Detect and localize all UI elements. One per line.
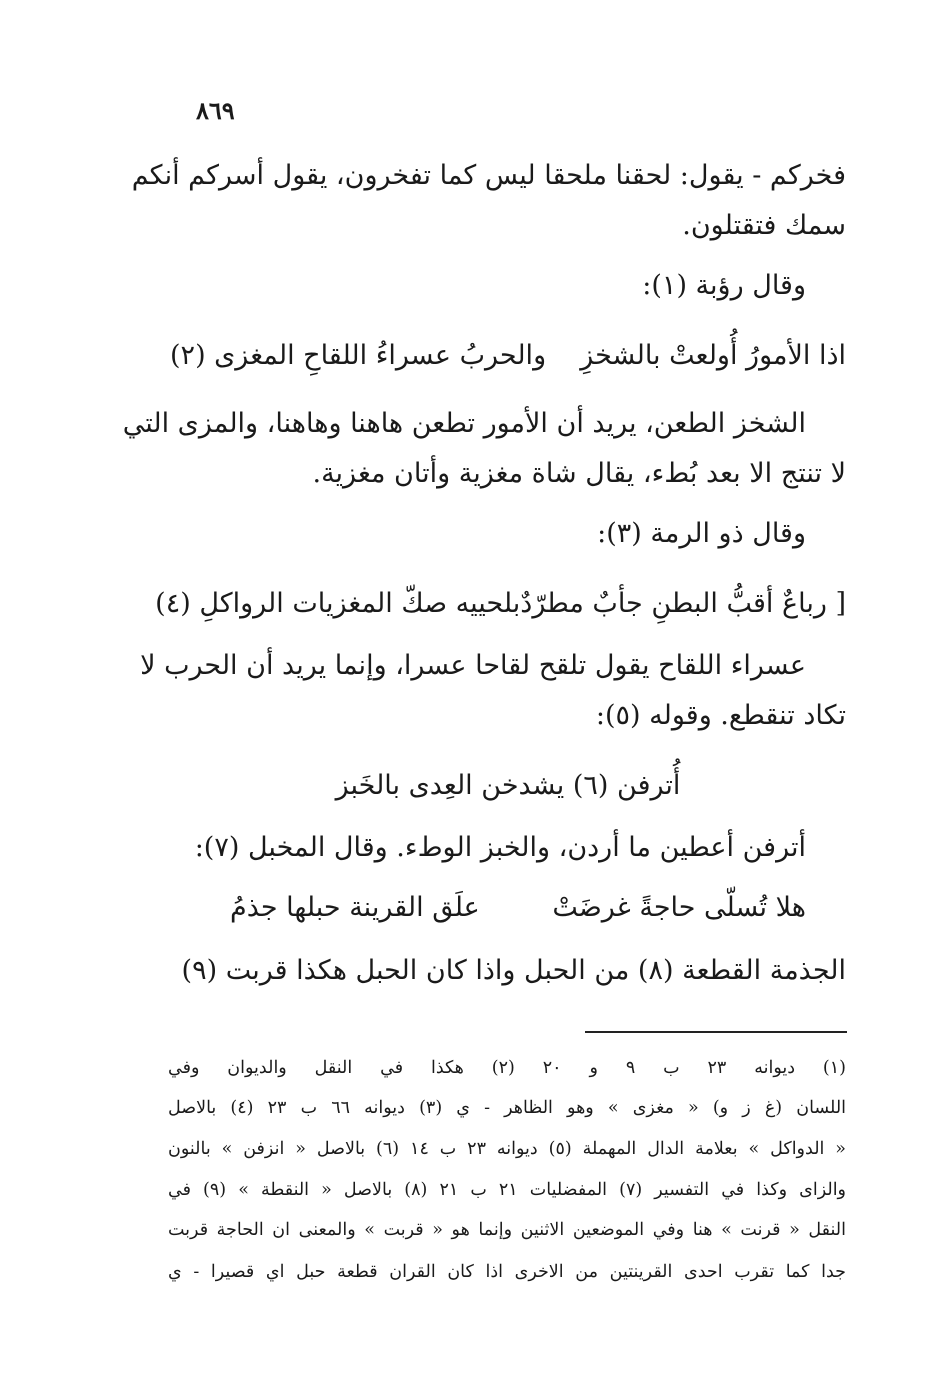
footnote-line-3: « الدواكل » بعلامة الدال المهملة (٥) ديوانه ٢٣ ب ١٤ (٦) بالاصل « انزفن » بالنون	[168, 1139, 847, 1159]
body-line-1: فخركم - يقول: لحقنا ملحقا ليس كما تفخرون، يقول أسركم أنكم	[131, 160, 846, 191]
verse-3	[170, 770, 846, 801]
verse-2	[155, 588, 846, 619]
verse-4-second-hemistich: علَق القرينة حبلها جذمُ	[230, 892, 480, 923]
verse-1-second-hemistich: والحربُ عسراءُ اللقاحِ المغزى (٢)	[170, 340, 547, 371]
body-line-10: الجذمة القطعة (٨) من الحبل واذا كان الحبل هكذا قربت (٩)	[181, 955, 846, 986]
footnote-line-1: (١) ديوانه ٢٣ ب ٩ و ٢٠ (٢) هكذا في النقل والديوان وفي	[168, 1058, 846, 1078]
body-line-6: وقال ذو الرمة (٣):	[597, 518, 806, 549]
footnote-separator	[585, 1031, 847, 1033]
body-line-5: لا تنتج الا بعد بُطء، يقال شاة مغزية وأتان مغزية.	[312, 458, 846, 489]
body-line-3: وقال رؤبة (١):	[642, 270, 806, 301]
verse-2-second-hemistich: بلحييه صكّ المغزيات الرواكلِ (٤)	[155, 588, 521, 619]
verse-4-first-hemistich: هلا تُسلّى حاجةً غرضَتْ	[552, 892, 806, 923]
body-line-9: أترفن أعطين ما أردن، والخبز الوطء. وقال المخبل (٧):	[194, 832, 806, 863]
footnote-line-6: جدا كما تقرب احدى القرينتين من الاخرى اذا كان القران قطعة حبل اي قصيرا - ي	[168, 1262, 846, 1282]
footnote-line-2: اللسان (غ ز و) « مغزى » وهو الظاهر - ي (٣) ديوانه ٦٦ ب ٢٣ (٤) بالاصل	[168, 1098, 847, 1118]
body-line-7: عسراء اللقاح يقول تلقح لقاحا عسرا، وإنما يريد أن الحرب لا	[140, 650, 806, 681]
verse-3-text: أُترفن (٦) يشدخن العِدى بالخَبز	[335, 770, 681, 801]
verse-4	[230, 892, 806, 923]
body-line-4: الشخز الطعن، يريد أن الأمور تطعن هاهنا وهاهنا، والمزى التي	[122, 408, 806, 439]
footnote-line-4: والزاى وكذا في التفسير (٧) المفضليات ٢١ ب ٢١ (٨) بالاصل « النقطة » (٩) في	[168, 1180, 847, 1200]
footnote-line-5: النقل « قرنت » هنا وفي الموضعين الاثنين وإنما هو « قربت » والمعنى ان الحاجة قربت	[168, 1220, 846, 1240]
verse-1-first-hemistich: اذا الأمورُ أُولعتْ بالشخزِ	[580, 340, 846, 371]
page-number: ٨٦٩	[196, 96, 235, 125]
body-line-2: سمك فتقتلون.	[682, 210, 846, 241]
verse-1	[170, 340, 846, 371]
body-line-8: تكاد تنقطع. وقوله (٥):	[595, 700, 846, 731]
verse-2-first-hemistich: [ رباعٌ أقبُّ البطنِ جأبٌ مطرّدٌ	[520, 588, 846, 619]
